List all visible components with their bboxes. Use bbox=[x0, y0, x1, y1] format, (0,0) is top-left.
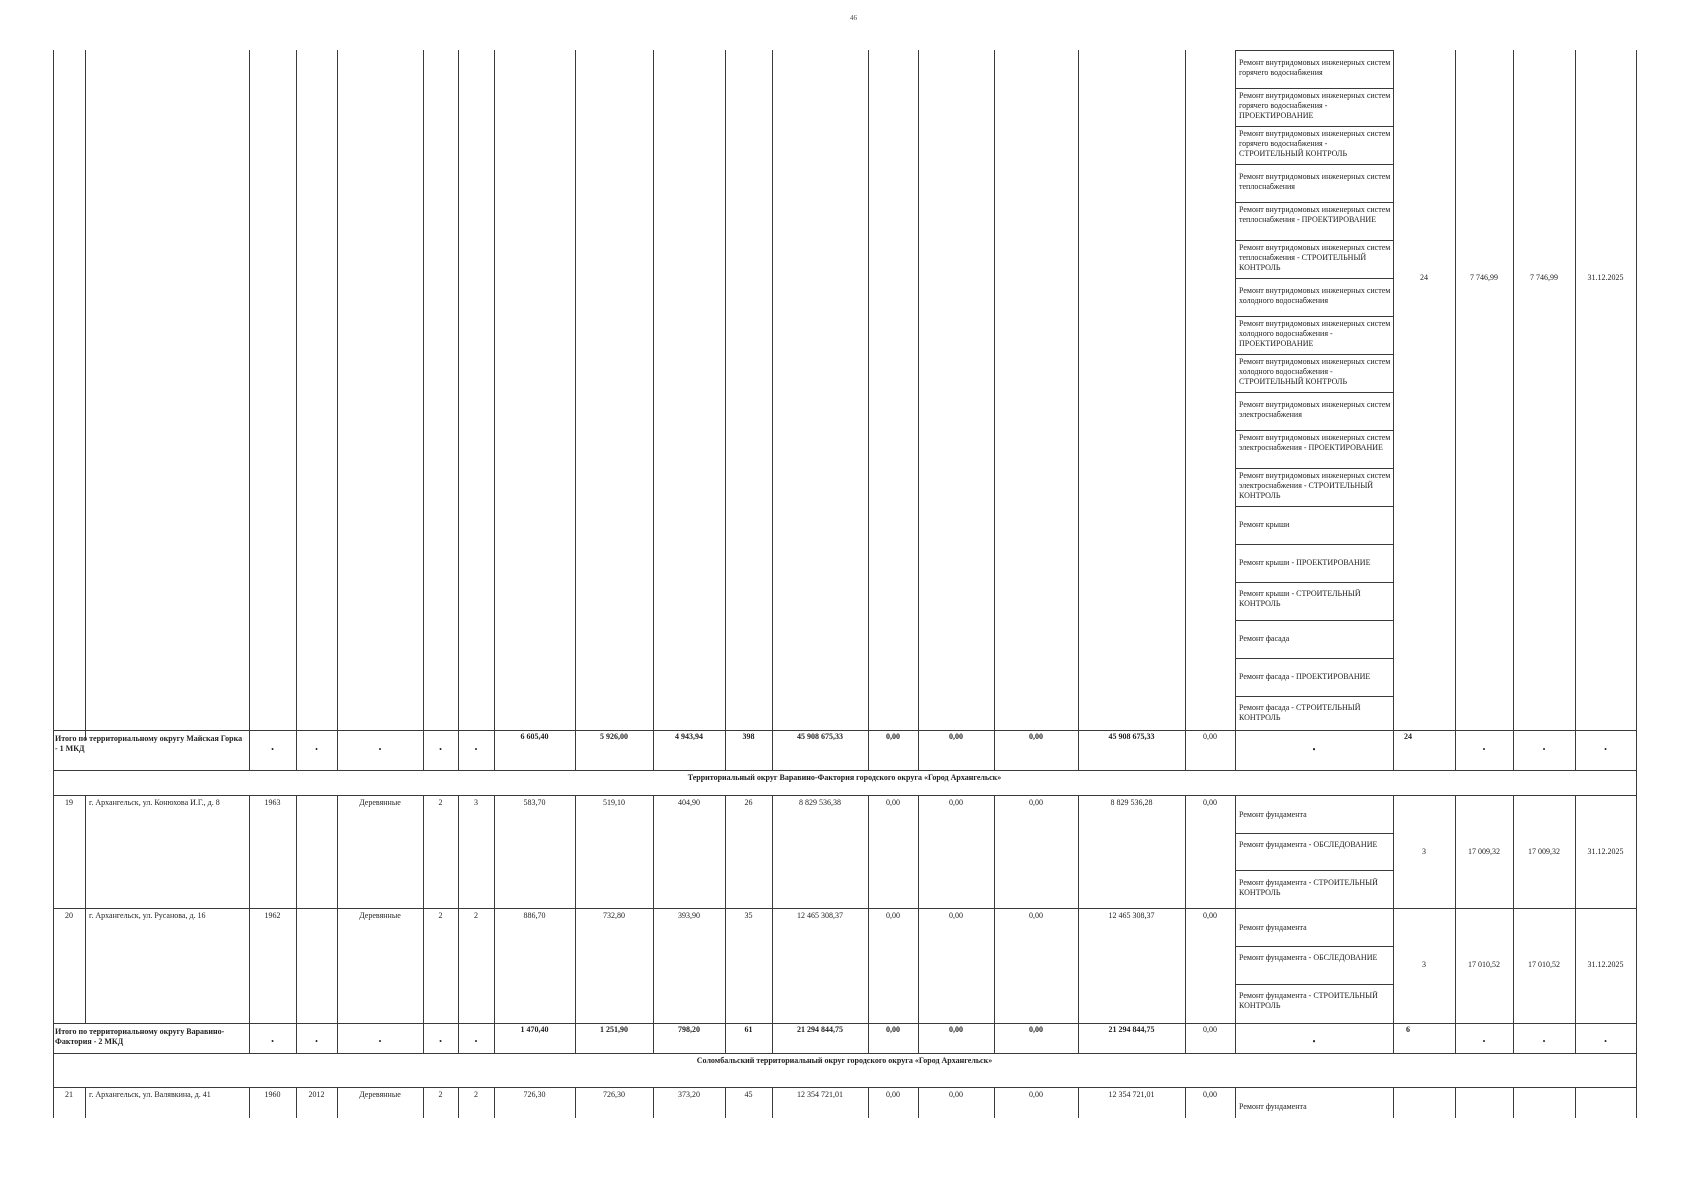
col-line bbox=[1636, 50, 1637, 1118]
col-line bbox=[423, 795, 424, 1053]
total-label: Итого по территориальному округу Варавино-Фактория - 2 МКД bbox=[55, 1027, 225, 1046]
col-line bbox=[1575, 1087, 1576, 1118]
work-item: Ремонт внутридомовых инженерных систем электроснабжения - ПРОЕКТИРОВАНИЕ bbox=[1239, 433, 1391, 452]
cost-owners: 45 908 675,33 bbox=[1108, 732, 1155, 741]
area-residential: 4 943,94 bbox=[675, 732, 703, 741]
row-line bbox=[1235, 50, 1393, 51]
work-item: Ремонт фундамента bbox=[1239, 923, 1307, 932]
row-line bbox=[1235, 946, 1393, 947]
col-line bbox=[1078, 50, 1079, 770]
dot: • bbox=[271, 1037, 274, 1046]
row-line bbox=[1235, 506, 1393, 507]
district-heading: Территориальный округ Варавино-Фактория городского округа «Город Архангельск» bbox=[687, 773, 1002, 782]
row-line bbox=[1235, 984, 1393, 985]
row-line bbox=[53, 730, 1636, 731]
work-item: Ремонт фундамента - ОБСЛЕДОВАНИЕ bbox=[1239, 840, 1378, 849]
entrances: 3 bbox=[474, 798, 478, 807]
work-item: Ремонт внутридомовых инженерных систем холодного водоснабжения - СТРОИТЕЛЬНЫЙ КОНТРОЛЬ bbox=[1239, 357, 1391, 386]
cost-per-sqm: 7 746,99 bbox=[1470, 273, 1498, 282]
entrances: 2 bbox=[474, 911, 478, 920]
area-total: 886,70 bbox=[523, 911, 546, 920]
col-line bbox=[1513, 50, 1514, 770]
cost-zero: 0,00 bbox=[1203, 1025, 1217, 1034]
col-line bbox=[1078, 795, 1079, 1053]
floors: 2 bbox=[438, 1090, 443, 1099]
work-item: Ремонт внутридомовых инженерных систем теплоснабжения - ПРОЕКТИРОВАНИЕ bbox=[1239, 205, 1391, 224]
row-line bbox=[1235, 833, 1393, 834]
cost-zero: 0,00 bbox=[949, 911, 963, 920]
cost-per-sqm: 17 009,32 bbox=[1468, 847, 1500, 856]
area-total: 6 605,40 bbox=[520, 732, 549, 741]
row-line bbox=[1235, 544, 1393, 545]
cost-per-sqm-limit: 17 010,52 bbox=[1528, 960, 1560, 969]
cost-zero: 0,00 bbox=[1203, 732, 1217, 741]
col-line bbox=[458, 795, 459, 1053]
area-living: 519,10 bbox=[603, 798, 625, 807]
work-count: 6 bbox=[1406, 1025, 1410, 1034]
cost-owners: 8 829 536,28 bbox=[1110, 798, 1153, 807]
area-living: 5 926,00 bbox=[600, 732, 628, 741]
col-line bbox=[494, 50, 495, 770]
col-line bbox=[249, 50, 250, 770]
row-line bbox=[1235, 582, 1393, 583]
work-item: Ремонт фасада bbox=[1239, 634, 1290, 643]
work-item: Ремонт фасада - СТРОИТЕЛЬНЫЙ КОНТРОЛЬ bbox=[1239, 703, 1361, 722]
cost-zero: 0,00 bbox=[1029, 911, 1043, 920]
cost-zero: 0,00 bbox=[1029, 732, 1043, 741]
area-residential: 798,20 bbox=[678, 1025, 700, 1034]
area-living: 732,80 bbox=[603, 911, 625, 920]
area-total: 726,30 bbox=[523, 1090, 546, 1099]
district-heading: Соломбальский территориальный округ городского округа «Город Архангельск» bbox=[696, 1056, 993, 1065]
area-residential: 393,90 bbox=[678, 911, 700, 920]
cost-total: 21 294 844,75 bbox=[797, 1025, 843, 1034]
col-line bbox=[1393, 50, 1394, 770]
area-living: 726,30 bbox=[603, 1090, 625, 1099]
row-line bbox=[1235, 126, 1393, 127]
dot: • bbox=[1482, 745, 1486, 754]
cost-total: 12 465 308,37 bbox=[797, 911, 843, 920]
people: 26 bbox=[744, 798, 753, 807]
col-line bbox=[918, 795, 919, 1053]
dot: • bbox=[474, 745, 478, 754]
cost-zero: 0,00 bbox=[1029, 1025, 1043, 1034]
col-line bbox=[1393, 795, 1394, 1053]
col-line bbox=[1185, 50, 1186, 770]
col-line bbox=[575, 50, 576, 770]
col-line bbox=[1455, 795, 1456, 1053]
col-line bbox=[868, 50, 869, 770]
dot: • bbox=[1312, 1037, 1316, 1046]
work-count: 24 bbox=[1420, 273, 1428, 282]
col-line bbox=[85, 795, 86, 1023]
cost-total: 12 354 721,01 bbox=[797, 1090, 843, 1099]
year-built: 1963 bbox=[264, 798, 281, 807]
row-line bbox=[53, 1053, 1636, 1054]
col-line bbox=[868, 795, 869, 1053]
dot: • bbox=[1604, 1037, 1607, 1046]
people: 35 bbox=[744, 911, 753, 920]
work-item: Ремонт внутридомовых инженерных систем холодного водоснабжения bbox=[1239, 286, 1391, 305]
col-line bbox=[1575, 795, 1576, 1053]
people: 45 bbox=[744, 1090, 753, 1099]
col-line bbox=[994, 795, 995, 1053]
cost-per-sqm: 17 010,52 bbox=[1468, 960, 1500, 969]
cost-zero: 0,00 bbox=[1029, 798, 1043, 807]
address: г. Архангельск, ул. Конюхова И.Г., д. 8 bbox=[89, 798, 220, 807]
work-count: 3 bbox=[1422, 847, 1426, 856]
cost-owners: 12 465 308,37 bbox=[1108, 911, 1155, 920]
col-line bbox=[653, 795, 654, 1053]
row-line bbox=[1235, 658, 1393, 659]
col-line bbox=[1393, 1087, 1394, 1118]
col-line bbox=[772, 50, 773, 770]
cost-zero: 0,00 bbox=[886, 911, 900, 920]
work-count: 24 bbox=[1404, 732, 1412, 741]
cost-per-sqm-limit: 17 009,32 bbox=[1528, 847, 1560, 856]
row-line bbox=[1235, 202, 1393, 203]
col-line bbox=[1455, 50, 1456, 770]
row-line bbox=[53, 908, 1636, 909]
col-line bbox=[423, 50, 424, 770]
completion-date: 31.12.2025 bbox=[1587, 847, 1624, 856]
cost-zero: 0,00 bbox=[886, 732, 900, 741]
row-line bbox=[1235, 316, 1393, 317]
row-line bbox=[1235, 468, 1393, 469]
row-line bbox=[1235, 870, 1393, 871]
col-line bbox=[494, 795, 495, 1053]
wall-material: Деревянные bbox=[359, 798, 401, 807]
row-line bbox=[53, 1023, 1636, 1024]
work-item: Ремонт крыши - ПРОЕКТИРОВАНИЕ bbox=[1239, 558, 1371, 567]
cost-zero: 0,00 bbox=[886, 1025, 900, 1034]
work-item: Ремонт фундамента - СТРОИТЕЛЬНЫЙ КОНТРОЛЬ bbox=[1239, 991, 1378, 1010]
wall-material: Деревянные bbox=[359, 911, 401, 920]
page-number: 46 bbox=[850, 14, 857, 22]
dot: • bbox=[1542, 1037, 1546, 1046]
row-line bbox=[1235, 240, 1393, 241]
row-number: 20 bbox=[65, 911, 73, 920]
year-reconstruction: 2012 bbox=[308, 1090, 325, 1099]
dot: • bbox=[271, 745, 274, 754]
work-item: Ремонт внутридомовых инженерных систем горячего водоснабжения bbox=[1239, 58, 1391, 77]
col-line bbox=[1513, 795, 1514, 1053]
row-line bbox=[1235, 430, 1393, 431]
address: г. Архангельск, ул. Русанова, д. 16 bbox=[89, 911, 206, 920]
work-item: Ремонт фасада - ПРОЕКТИРОВАНИЕ bbox=[1239, 672, 1371, 681]
work-item: Ремонт внутридомовых инженерных систем электроснабжения bbox=[1239, 400, 1391, 419]
col-line bbox=[337, 50, 338, 770]
row-line bbox=[53, 770, 1636, 771]
col-line bbox=[1513, 1087, 1514, 1118]
dot: • bbox=[315, 1037, 318, 1046]
completion-date: 31.12.2025 bbox=[1587, 960, 1624, 969]
col-line bbox=[53, 50, 54, 1118]
work-item: Ремонт внутридомовых инженерных систем горячего водоснабжения - ПРОЕКТИРОВАНИЕ bbox=[1239, 91, 1391, 120]
year-built: 1962 bbox=[264, 911, 281, 920]
completion-date: 31.12.2025 bbox=[1587, 273, 1624, 282]
cost-zero: 0,00 bbox=[1203, 1090, 1217, 1099]
dot: • bbox=[439, 1037, 442, 1046]
work-item: Ремонт фундамента bbox=[1239, 810, 1307, 819]
col-line bbox=[994, 50, 995, 770]
wall-material: Деревянные bbox=[359, 1090, 401, 1099]
cost-zero: 0,00 bbox=[1029, 1090, 1043, 1099]
work-item: Ремонт крыши - СТРОИТЕЛЬНЫЙ КОНТРОЛЬ bbox=[1239, 589, 1361, 608]
col-line bbox=[1575, 50, 1576, 770]
row-line bbox=[1235, 354, 1393, 355]
col-line bbox=[725, 795, 726, 1053]
col-line bbox=[296, 50, 297, 770]
work-item: Ремонт фундамента - СТРОИТЕЛЬНЫЙ КОНТРОЛЬ bbox=[1239, 878, 1378, 897]
row-line bbox=[1235, 620, 1393, 621]
cost-zero: 0,00 bbox=[949, 1090, 963, 1099]
dot: • bbox=[474, 1037, 478, 1046]
col-line bbox=[918, 50, 919, 770]
area-residential: 404,90 bbox=[678, 798, 700, 807]
row-line bbox=[1235, 164, 1393, 165]
area-total: 1 470,40 bbox=[520, 1025, 549, 1034]
work-count: 3 bbox=[1422, 960, 1426, 969]
work-item: Ремонт внутридомовых инженерных систем горячего водоснабжения - СТРОИТЕЛЬНЫЙ КОНТРОЛЬ bbox=[1239, 129, 1391, 158]
col-line bbox=[1455, 1087, 1456, 1118]
area-total: 583,70 bbox=[523, 798, 546, 807]
cost-zero: 0,00 bbox=[1203, 798, 1217, 807]
cost-zero: 0,00 bbox=[949, 1025, 963, 1034]
col-line bbox=[1185, 795, 1186, 1053]
col-line bbox=[725, 50, 726, 770]
total-label: Итого по территориальному округу Майская Горка - 1 МКД bbox=[55, 734, 243, 753]
col-line bbox=[772, 795, 773, 1053]
col-line bbox=[85, 50, 86, 740]
cost-per-sqm-limit: 7 746,99 bbox=[1530, 273, 1558, 282]
row-number: 21 bbox=[65, 1090, 73, 1099]
col-line bbox=[458, 50, 459, 770]
cost-zero: 0,00 bbox=[949, 798, 963, 807]
cost-total: 8 829 536,38 bbox=[799, 798, 841, 807]
year-built: 1960 bbox=[264, 1090, 281, 1099]
work-item: Ремонт внутридомовых инженерных систем электроснабжения - СТРОИТЕЛЬНЫЙ КОНТРОЛЬ bbox=[1239, 471, 1391, 500]
dot: • bbox=[315, 745, 318, 754]
row-line bbox=[1235, 278, 1393, 279]
dot: • bbox=[378, 1037, 382, 1046]
area-residential: 373,20 bbox=[678, 1090, 700, 1099]
row-line bbox=[53, 795, 1636, 796]
dot: • bbox=[439, 745, 442, 754]
col-line bbox=[1235, 1087, 1236, 1118]
row-line bbox=[1235, 88, 1393, 89]
cost-zero: 0,00 bbox=[886, 1090, 900, 1099]
row-number: 19 bbox=[65, 798, 73, 807]
dot: • bbox=[1312, 745, 1316, 754]
col-line bbox=[249, 795, 250, 1053]
work-item: Ремонт внутридомовых инженерных систем холодного водоснабжения - ПРОЕКТИРОВАНИЕ bbox=[1239, 319, 1391, 348]
people: 61 bbox=[744, 1025, 753, 1034]
col-line bbox=[296, 795, 297, 1053]
work-item: Ремонт фундамента - ОБСЛЕДОВАНИЕ bbox=[1239, 953, 1378, 962]
cost-zero: 0,00 bbox=[1203, 911, 1217, 920]
cost-zero: 0,00 bbox=[886, 798, 900, 807]
cost-owners: 21 294 844,75 bbox=[1108, 1025, 1155, 1034]
col-line bbox=[575, 795, 576, 1053]
row-line bbox=[1235, 696, 1393, 697]
col-line bbox=[1235, 50, 1236, 770]
people: 398 bbox=[742, 732, 755, 741]
work-item: Ремонт внутридомовых инженерных систем теплоснабжения - СТРОИТЕЛЬНЫЙ КОНТРОЛЬ bbox=[1239, 243, 1391, 272]
col-line bbox=[85, 1087, 86, 1118]
row-line bbox=[53, 1087, 1636, 1088]
col-line bbox=[653, 50, 654, 770]
work-item: Ремонт внутридомовых инженерных систем теплоснабжения bbox=[1239, 172, 1391, 191]
cost-owners: 12 354 721,01 bbox=[1108, 1090, 1155, 1099]
address: г. Архангельск, ул. Валявкина, д. 41 bbox=[89, 1090, 211, 1099]
floors: 2 bbox=[438, 911, 443, 920]
dot: • bbox=[1482, 1037, 1486, 1046]
col-line bbox=[337, 795, 338, 1053]
cost-zero: 0,00 bbox=[949, 732, 963, 741]
entrances: 2 bbox=[474, 1090, 478, 1099]
dot: • bbox=[378, 745, 382, 754]
cost-total: 45 908 675,33 bbox=[797, 732, 843, 741]
floors: 2 bbox=[438, 798, 443, 807]
dot: • bbox=[1542, 745, 1546, 754]
row-line bbox=[1235, 392, 1393, 393]
work-item: Ремонт фундамента bbox=[1239, 1102, 1307, 1111]
dot: • bbox=[1604, 745, 1607, 754]
area-living: 1 251,90 bbox=[600, 1025, 628, 1034]
work-item: Ремонт крыши bbox=[1239, 520, 1290, 529]
